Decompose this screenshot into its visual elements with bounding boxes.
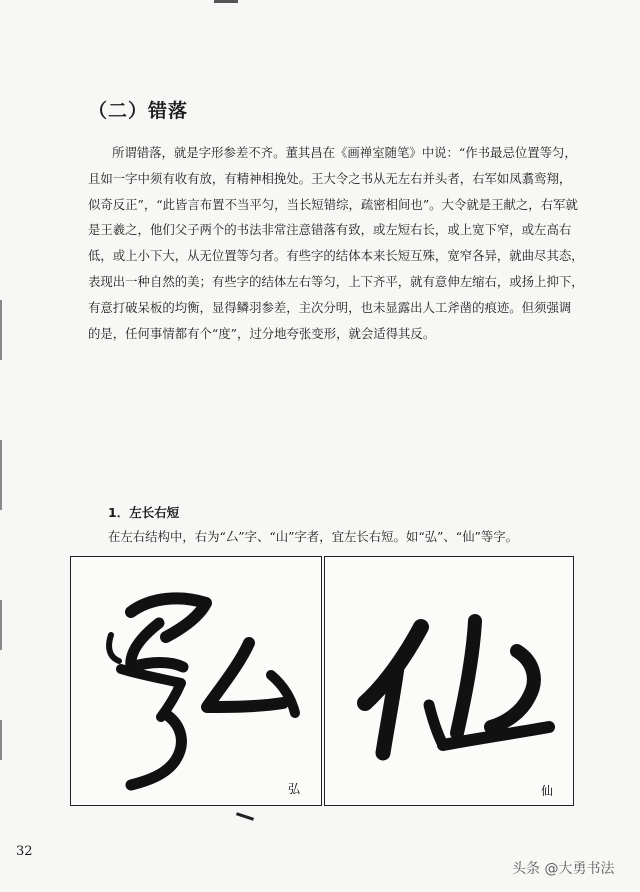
section-heading: （二）错落 [88, 100, 189, 122]
paragraph-line: 似奇反正”，“此皆言布置不当平匀，当长短错综，疏密相间也”。大令就是王献之，右军就 [88, 196, 578, 212]
scan-edge-line [0, 300, 2, 360]
paragraph-line: 的是，任何事情都有个“度”，过分地夸张变形，就会适得其反。 [88, 325, 436, 341]
page-number: 32 [16, 844, 33, 859]
stray-ink-mark [236, 812, 254, 820]
paragraph-line: 有意打破呆板的均衡，显得鳞羽参差，主次分明，也未显露出人工斧凿的痕迹。但须强调 [88, 299, 572, 315]
paragraph-line: 所谓错落，就是字形参差不齐。董其昌在《画禅室随笔》中说：“作书最忌位置等匀， [112, 145, 577, 160]
calligraphy-brush-xian [325, 557, 573, 805]
paragraph-line: 是王羲之，他们父子两个的书法非常注意错落有致，或左短右长，或上宽下窄，或左高右 [88, 222, 572, 238]
top-print-mark [214, 0, 238, 3]
subsection-description: 在左右结构中，右为“厶”字、“山”字者，宜左长右短。如“弘”、“仙”等字。 [108, 529, 519, 544]
scan-edge-line [0, 440, 2, 510]
calligraphy-plate-xian [324, 556, 574, 806]
paragraph-line: 表现出一种自然的美；有些字的结体左右等匀，上下齐平，就有意伸左缩右，或扬上抑下， [88, 273, 584, 289]
calligraphy-brush-hong [71, 557, 321, 805]
scan-edge-line [0, 720, 2, 760]
plate-caption: 弘 [288, 782, 301, 796]
watermark: 头条 @大勇书法 [512, 861, 615, 877]
body-paragraph [88, 140, 584, 346]
paragraph-line: 且如一字中须有收有放，有精神相挽处。王大令之书从无左右并头者，右军如凤翥鸾翔， [88, 170, 572, 186]
paragraph-line: 低，或上小下大，从无位置等匀者。有些字的结体本来长短互殊，宽窄各异，就曲尽其态， [88, 248, 584, 264]
calligraphy-plate-hong [70, 556, 322, 806]
plate-caption: 仙 [541, 784, 554, 798]
subsection-heading: 1．左长右短 [108, 505, 180, 520]
scan-edge-line [0, 600, 2, 650]
